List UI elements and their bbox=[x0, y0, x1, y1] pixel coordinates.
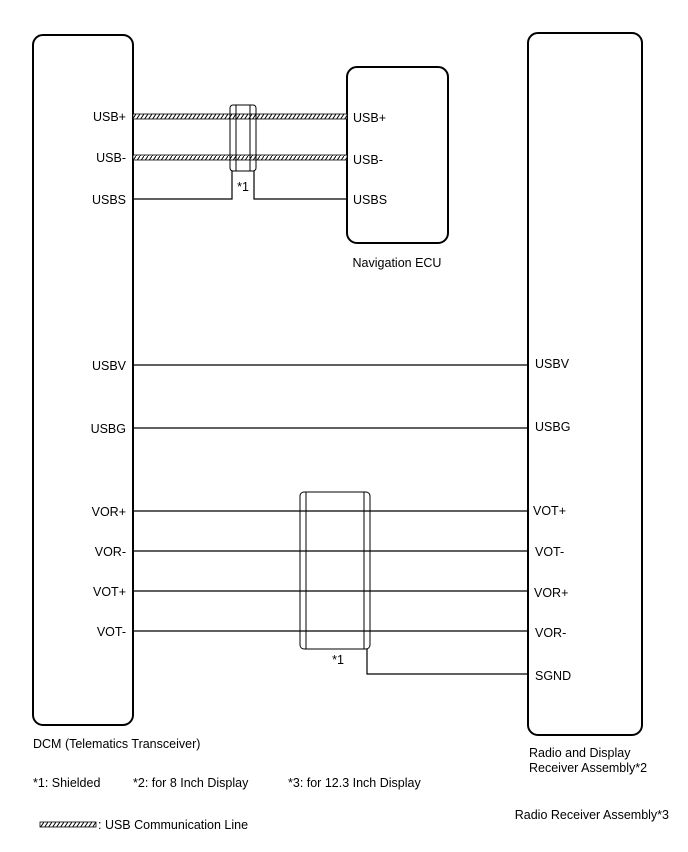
usb-plus-line bbox=[133, 114, 347, 119]
sgnd-wire bbox=[367, 649, 528, 674]
usb-line-legend-swatch bbox=[40, 822, 96, 827]
radio-pin-usbg: USBG bbox=[535, 420, 571, 434]
dcm-pin-usbv: USBV bbox=[91, 359, 126, 373]
usb-line-legend-label: : USB Communication Line bbox=[98, 818, 249, 832]
radio-label-line2: Receiver Assembly*2 bbox=[529, 761, 648, 775]
radio-pin-sgnd: SGND bbox=[535, 669, 572, 683]
note-8-inch: *2: for 8 Inch Display bbox=[133, 776, 249, 790]
usbs-wire-left bbox=[133, 171, 232, 199]
dcm-pin-vot-minus: VOT- bbox=[96, 625, 126, 639]
radio-alt-label: Radio Receiver Assembly*3 bbox=[514, 808, 669, 822]
nav-pin-usb-plus: USB+ bbox=[353, 111, 387, 125]
usbs-wire-right bbox=[254, 171, 347, 199]
audio-shield-outer bbox=[300, 492, 370, 649]
navigation-ecu-label: Navigation ECU bbox=[352, 256, 442, 270]
note-shielded: *1: Shielded bbox=[33, 776, 101, 790]
radio-pin-vor-plus: VOR+ bbox=[534, 586, 569, 600]
dcm-pin-usb-plus: USB+ bbox=[92, 110, 126, 124]
radio-pin-usbv: USBV bbox=[535, 357, 570, 371]
dcm-label: DCM (Telematics Transceiver) bbox=[33, 737, 201, 751]
radio-pin-vor-minus: VOR- bbox=[535, 626, 567, 640]
dcm-box bbox=[33, 35, 133, 725]
dcm-pin-usb-minus: USB- bbox=[96, 151, 126, 165]
dcm-pin-vor-plus: VOR+ bbox=[91, 505, 126, 519]
nav-pin-usbs: USBS bbox=[353, 193, 388, 207]
dcm-pin-vot-plus: VOT+ bbox=[93, 585, 126, 599]
dcm-pin-usbg: USBG bbox=[90, 422, 126, 436]
audio-shield-inner bbox=[306, 492, 364, 649]
radio-pin-vot-minus: VOT- bbox=[535, 545, 565, 559]
nav-pin-usb-minus: USB- bbox=[353, 153, 383, 167]
dcm-pin-usbs: USBS bbox=[91, 193, 126, 207]
note-12-inch: *3: for 12.3 Inch Display bbox=[288, 776, 421, 790]
radio-label-line1: Radio and Display bbox=[529, 746, 631, 760]
radio-pin-vot-plus: VOT+ bbox=[533, 504, 566, 518]
usb-shield-marker: *1 bbox=[237, 180, 249, 194]
audio-shield-marker: *1 bbox=[332, 653, 344, 667]
usb-minus-line bbox=[133, 155, 347, 160]
dcm-pin-vor-minus: VOR- bbox=[94, 545, 126, 559]
